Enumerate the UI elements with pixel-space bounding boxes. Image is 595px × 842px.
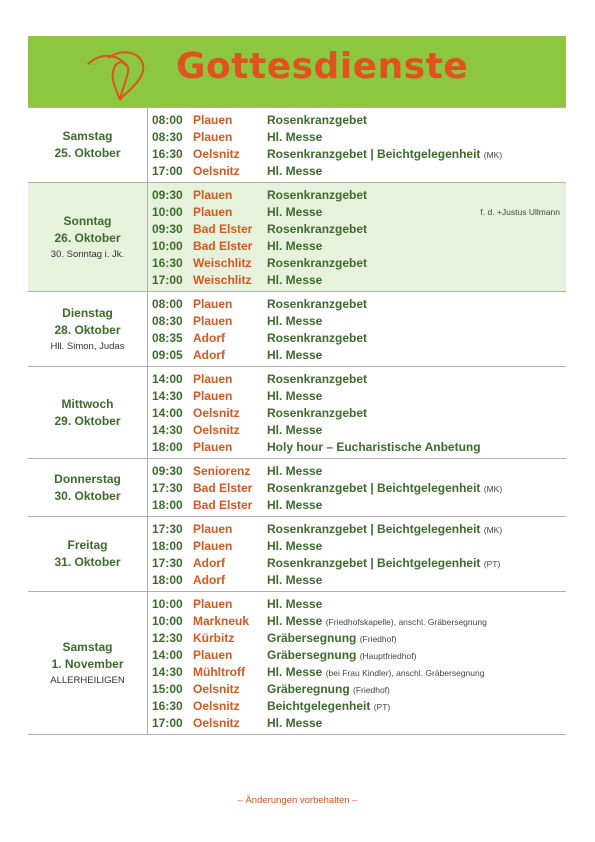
page-title: Gottesdienste <box>176 46 469 87</box>
service-rows <box>147 292 566 366</box>
service-label: Gräbersegnung <box>267 648 357 662</box>
service-label: Hl. Messe <box>267 573 323 587</box>
day-block <box>28 517 566 592</box>
service-place: Adorf <box>193 331 225 345</box>
service-name <box>267 555 500 573</box>
service-row <box>152 238 566 255</box>
service-place: Oelsnitz <box>193 699 240 713</box>
day-name: Sonntag <box>63 213 112 228</box>
service-row <box>152 296 566 313</box>
service-rows <box>147 592 566 734</box>
service-detail: (PT) <box>373 702 391 712</box>
service-row <box>152 388 566 405</box>
day-name: Samstag <box>62 129 113 143</box>
service-place: Bad Elster <box>193 481 253 495</box>
service-place: Adorf <box>193 573 225 587</box>
day-label <box>28 292 147 366</box>
day-date: 30. Oktober <box>54 488 121 503</box>
service-row <box>152 187 566 204</box>
service-place: Oelsnitz <box>193 423 240 437</box>
day-date: 26. Oktober <box>54 230 121 245</box>
service-name <box>267 129 322 146</box>
service-rows <box>147 367 566 458</box>
service-detail: (Hauptfriedhof) <box>359 651 417 661</box>
service-row <box>152 596 566 613</box>
service-time: 14:00 <box>152 406 183 420</box>
service-name <box>267 596 322 613</box>
service-row <box>152 330 566 347</box>
service-label: Rosenkranzgebet <box>267 406 368 420</box>
service-name <box>267 439 481 456</box>
service-name <box>267 204 322 221</box>
service-row <box>152 555 566 572</box>
service-label: Rosenkranzgebet <box>267 256 368 270</box>
service-detail: (Friedhofskapelle), anschl. Gräbersegnung <box>325 617 487 627</box>
service-place: Kürbitz <box>193 631 235 645</box>
service-time: 08:30 <box>152 314 183 328</box>
service-time: 17:00 <box>152 716 183 730</box>
service-place: Adorf <box>193 348 225 362</box>
service-place: Weischlitz <box>193 256 252 270</box>
service-name <box>267 647 416 665</box>
service-place: Oelsnitz <box>193 147 240 161</box>
service-time: 14:30 <box>152 665 183 679</box>
service-time: 10:00 <box>152 239 183 253</box>
service-label: Hl. Messe <box>267 205 323 219</box>
service-row <box>152 439 566 456</box>
service-name <box>267 538 322 555</box>
service-label: Hl. Messe <box>267 464 323 478</box>
service-place: Plauen <box>193 648 233 662</box>
service-name <box>267 681 390 699</box>
service-place: Plauen <box>193 440 233 454</box>
service-time: 14:00 <box>152 372 183 386</box>
service-detail: (MK) <box>483 525 503 535</box>
service-row <box>152 521 566 538</box>
service-label: Hl. Messe <box>267 389 323 403</box>
service-name <box>267 572 322 589</box>
service-place: Plauen <box>193 297 233 311</box>
service-row <box>152 613 566 630</box>
service-time: 08:00 <box>152 297 183 311</box>
service-time: 12:30 <box>152 631 183 645</box>
service-place: Weischlitz <box>193 273 252 287</box>
service-row <box>152 497 566 514</box>
service-place: Plauen <box>193 188 233 202</box>
header-banner <box>28 36 566 107</box>
service-row <box>152 405 566 422</box>
service-rows <box>147 517 566 591</box>
service-place: Plauen <box>193 372 233 386</box>
day-date: 1. November <box>51 656 124 671</box>
service-place: Plauen <box>193 205 233 219</box>
service-label: Hl. Messe <box>267 665 323 679</box>
service-name <box>267 112 367 129</box>
service-label: Beichtgelegenheit <box>267 699 371 713</box>
service-name <box>267 405 367 422</box>
service-detail: (PT) <box>483 559 501 569</box>
service-row <box>152 480 566 497</box>
footer-note: – Änderungen vorbehalten – <box>237 795 358 806</box>
service-name <box>267 187 367 204</box>
day-name: Samstag <box>62 639 113 654</box>
service-name <box>267 422 322 439</box>
day-name: Mittwoch <box>61 396 114 411</box>
service-row <box>152 422 566 439</box>
service-label: Rosenkranzgebet <box>267 222 368 236</box>
day-block <box>28 107 566 183</box>
service-name <box>267 347 322 364</box>
day-label <box>28 183 147 291</box>
intention-note: f. d. +Justus Ullmann <box>480 207 560 217</box>
day-block <box>28 367 566 459</box>
service-row <box>152 204 566 221</box>
service-rows <box>147 108 566 182</box>
service-label: Hl. Messe <box>267 498 323 512</box>
service-row <box>152 698 566 715</box>
day-name: Freitag <box>67 538 108 552</box>
service-place: Bad Elster <box>193 222 253 236</box>
service-time: 08:35 <box>152 331 183 345</box>
service-name <box>267 630 397 648</box>
day-block <box>28 292 566 367</box>
service-time: 17:30 <box>152 556 183 570</box>
service-place: Oelsnitz <box>193 682 240 696</box>
service-rows <box>147 183 566 291</box>
day-name: Dienstag <box>62 305 113 320</box>
day-date: 25. Oktober <box>54 146 121 160</box>
service-label: Hl. Messe <box>267 423 323 437</box>
service-time: 17:30 <box>152 481 183 495</box>
service-place: Bad Elster <box>193 498 253 512</box>
service-row <box>152 255 566 272</box>
service-time: 18:00 <box>152 498 183 512</box>
service-place: Oelsnitz <box>193 406 240 420</box>
service-time: 09:30 <box>152 464 183 478</box>
service-place: Seniorenz <box>193 464 251 478</box>
service-place: Oelsnitz <box>193 164 240 178</box>
service-label: Rosenkranzgebet | Beichtgelegenheit <box>267 147 481 161</box>
day-label <box>28 108 147 182</box>
service-row <box>152 313 566 330</box>
service-label: Hl. Messe <box>267 348 323 362</box>
service-label: Hl. Messe <box>267 716 323 730</box>
service-row <box>152 272 566 289</box>
service-row <box>152 538 566 555</box>
service-detail: (MK) <box>483 150 503 160</box>
service-name <box>267 698 390 716</box>
service-place: Plauen <box>193 314 233 328</box>
service-time: 09:05 <box>152 348 183 362</box>
service-label: Hl. Messe <box>267 239 323 253</box>
service-detail: (Friedhof) <box>359 634 397 644</box>
service-place: Plauen <box>193 539 233 553</box>
service-time: 17:00 <box>152 164 183 178</box>
service-time: 09:30 <box>152 222 183 236</box>
service-row <box>152 112 566 129</box>
service-name <box>267 715 322 732</box>
day-block <box>28 459 566 517</box>
service-row <box>152 371 566 388</box>
service-row <box>152 715 566 732</box>
service-row <box>152 163 566 180</box>
service-place: Plauen <box>193 113 233 127</box>
service-place: Mühltroff <box>193 665 245 679</box>
service-place: Markneuk <box>193 614 250 628</box>
day-date: 28. Oktober <box>54 322 121 337</box>
service-label: Gräberegnung <box>267 682 350 696</box>
service-time: 17:00 <box>152 273 183 287</box>
service-label: Rosenkranzgebet <box>267 331 368 345</box>
service-name <box>267 163 322 180</box>
service-time: 14:30 <box>152 389 183 403</box>
service-place: Plauen <box>193 389 233 403</box>
service-name <box>267 613 487 631</box>
service-time: 16:30 <box>152 699 183 713</box>
service-row <box>152 146 566 163</box>
service-name <box>267 221 367 238</box>
service-name <box>267 313 322 330</box>
service-row <box>152 129 566 146</box>
service-row <box>152 630 566 647</box>
day-block <box>28 592 566 735</box>
service-label: Rosenkranzgebet <box>267 372 368 386</box>
service-name <box>267 388 322 405</box>
service-time: 10:00 <box>152 597 183 611</box>
day-date: 31. Oktober <box>54 555 121 569</box>
service-place: Bad Elster <box>193 239 253 253</box>
service-name <box>267 463 322 480</box>
service-time: 10:00 <box>152 614 183 628</box>
day-note: 30. Sonntag i. Jk. <box>50 248 125 260</box>
service-time: 17:30 <box>152 522 183 536</box>
day-label <box>28 592 147 734</box>
service-row <box>152 221 566 238</box>
day-note: ALLERHEILIGEN <box>50 674 125 686</box>
service-name <box>267 664 484 682</box>
service-time: 08:00 <box>152 113 183 127</box>
service-time: 15:00 <box>152 682 183 696</box>
service-name <box>267 238 322 255</box>
service-place: Oelsnitz <box>193 716 240 730</box>
heart-pin-logo-icon <box>80 44 152 104</box>
service-detail: (bei Frau Kindler), anschl. Gräbersegnung <box>325 668 485 678</box>
service-name <box>267 146 502 164</box>
service-label: Rosenkranzgebet | Beichtgelegenheit <box>267 522 481 536</box>
service-detail: (MK) <box>483 484 503 494</box>
service-rows <box>147 459 566 516</box>
service-time: 16:30 <box>152 256 183 270</box>
service-name <box>267 255 367 272</box>
service-time: 14:30 <box>152 423 183 437</box>
service-row <box>152 664 566 681</box>
service-label: Hl. Messe <box>267 130 323 144</box>
service-label: Rosenkranzgebet <box>267 297 368 311</box>
day-label <box>28 517 147 591</box>
service-name <box>267 371 367 388</box>
service-name <box>267 497 322 514</box>
service-place: Adorf <box>193 556 225 570</box>
service-label: Hl. Messe <box>267 539 323 553</box>
service-row <box>152 572 566 589</box>
service-name <box>267 480 502 498</box>
day-date: 29. Oktober <box>54 413 121 428</box>
service-label: Rosenkranzgebet | Beichtgelegenheit <box>267 481 481 495</box>
service-row <box>152 463 566 480</box>
day-label <box>28 367 147 458</box>
service-time: 09:30 <box>152 188 183 202</box>
service-name <box>267 521 502 539</box>
service-label: Hl. Messe <box>267 597 323 611</box>
service-time: 16:30 <box>152 147 183 161</box>
service-label: Holy hour – Eucharistische Anbetung <box>267 440 481 454</box>
service-time: 10:00 <box>152 205 183 219</box>
service-detail: (Friedhof) <box>353 685 390 695</box>
service-place: Plauen <box>193 522 233 536</box>
service-name <box>267 330 367 347</box>
service-label: Rosenkranzgebet | Beichtgelegenheit <box>267 556 481 570</box>
service-place: Plauen <box>193 597 233 611</box>
service-time: 14:00 <box>152 648 183 662</box>
schedule-table <box>28 107 566 735</box>
service-row <box>152 347 566 364</box>
service-label: Gräbersegnung <box>267 631 357 645</box>
service-time: 08:30 <box>152 130 183 144</box>
service-label: Rosenkranzgebet <box>267 113 368 127</box>
service-label: Hl. Messe <box>267 614 323 628</box>
service-label: Rosenkranzgebet <box>267 188 368 202</box>
service-row <box>152 681 566 698</box>
service-place: Plauen <box>193 130 233 144</box>
day-label <box>28 459 147 516</box>
service-time: 18:00 <box>152 539 183 553</box>
day-name: Donnerstag <box>54 471 121 486</box>
service-label: Hl. Messe <box>267 314 323 328</box>
service-label: Hl. Messe <box>267 164 323 178</box>
service-row <box>152 647 566 664</box>
service-time: 18:00 <box>152 573 183 587</box>
service-name <box>267 272 322 289</box>
service-name <box>267 296 367 313</box>
service-time: 18:00 <box>152 440 183 454</box>
service-label: Hl. Messe <box>267 273 323 287</box>
day-note: Hll. Simon, Judas <box>50 340 125 352</box>
day-block <box>28 183 566 292</box>
